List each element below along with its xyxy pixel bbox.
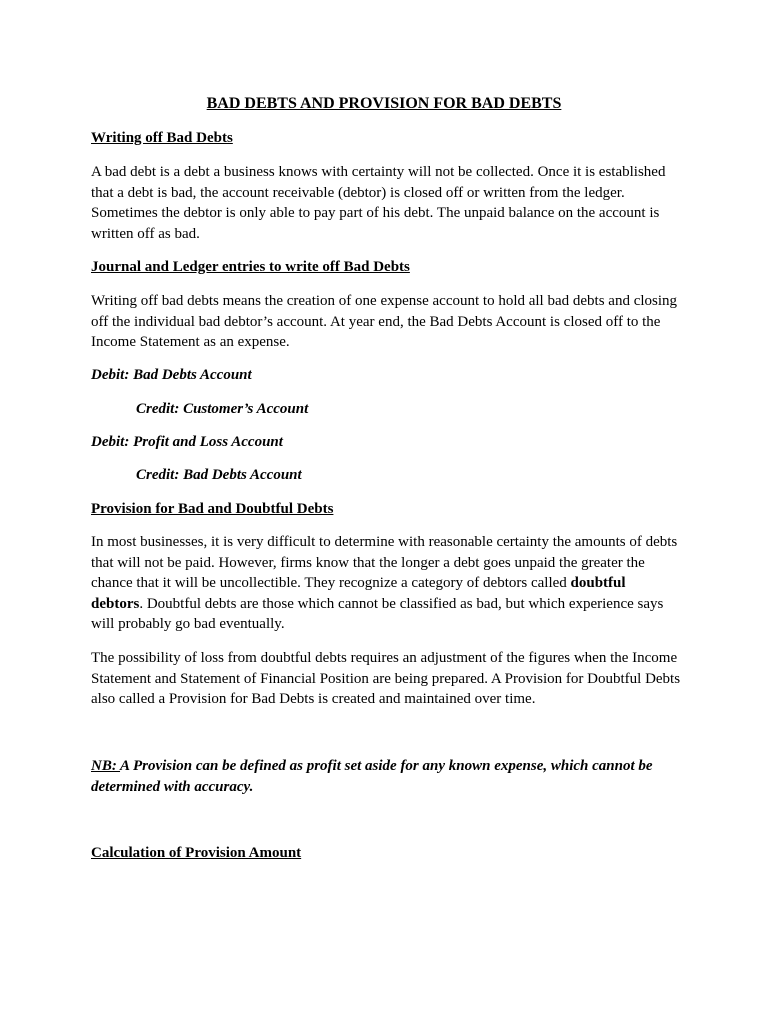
term-doubtful-debtors: doubtful debtors [91,575,626,612]
heading-provision-doubtful-debts: Provision for Bad and Doubtful Debts [91,501,334,517]
nb-label: NB: [91,758,121,774]
paragraph-doubtful-text-start: In most businesses, it is very difficult to determine with reasonable certainty the amounts of debts that will not be paid. However, firms know that the longer a debt goes unpaid the greater the chance that it will be uncollectible. They recognize a category of debtors called [91,534,678,591]
heading-journal-ledger-entries: Journal and Ledger entries to write off Bad Debts [91,259,410,275]
journal-entry-debit-profit-loss: Debit: Profit and Loss Account [91,434,283,450]
nb-text: A Provision can be defined as profit set aside for any known expense, which cannot be determined with accuracy. [91,758,653,795]
journal-entry-credit-bad-debts: Credit: Bad Debts Account [136,467,302,483]
heading-calculation-provision: Calculation of Provision Amount [91,845,302,861]
heading-writing-off-bad-debts: Writing off Bad Debts [91,130,233,146]
journal-entry-credit-customer: Credit: Customer’s Account [136,401,309,417]
journal-entry-debit-bad-debts: Debit: Bad Debts Account [91,367,252,383]
paragraph-writing-off-explanation: Writing off bad debts means the creation of one expense account to hold all bad debts and closing off the individual bad debtor’s account. At year end, the Bad Debts Account is closed off to the Income Statement as an expense. [91,293,678,350]
paragraph-doubtful-debtors [91,532,681,635]
document-title: BAD DEBTS AND PROVISION FOR BAD DEBTS [206,95,562,112]
paragraph-bad-debt-definition: A bad debt is a debt a business knows with certainty will not be collected. Once it is established that a debt is bad, the account receivable (debtor) is closed off or written from the ledger. Sometimes the debtor is only able to pay part of his debt. The unpaid balance on the account is written off as bad. [91,164,666,242]
nb-note [91,756,681,797]
paragraph-provision-adjustment: The possibility of loss from doubtful debts requires an adjustment of the figures when the Income Statement and Statement of Financial Position are being prepared. A Provision for Doubtful Debts also called a Provision for Bad Debts is created and maintained over time. [91,650,681,707]
paragraph-doubtful-text-end: . Doubtful debts are those which cannot be classified as bad, but which experience says will probably go bad eventually. [91,595,664,632]
